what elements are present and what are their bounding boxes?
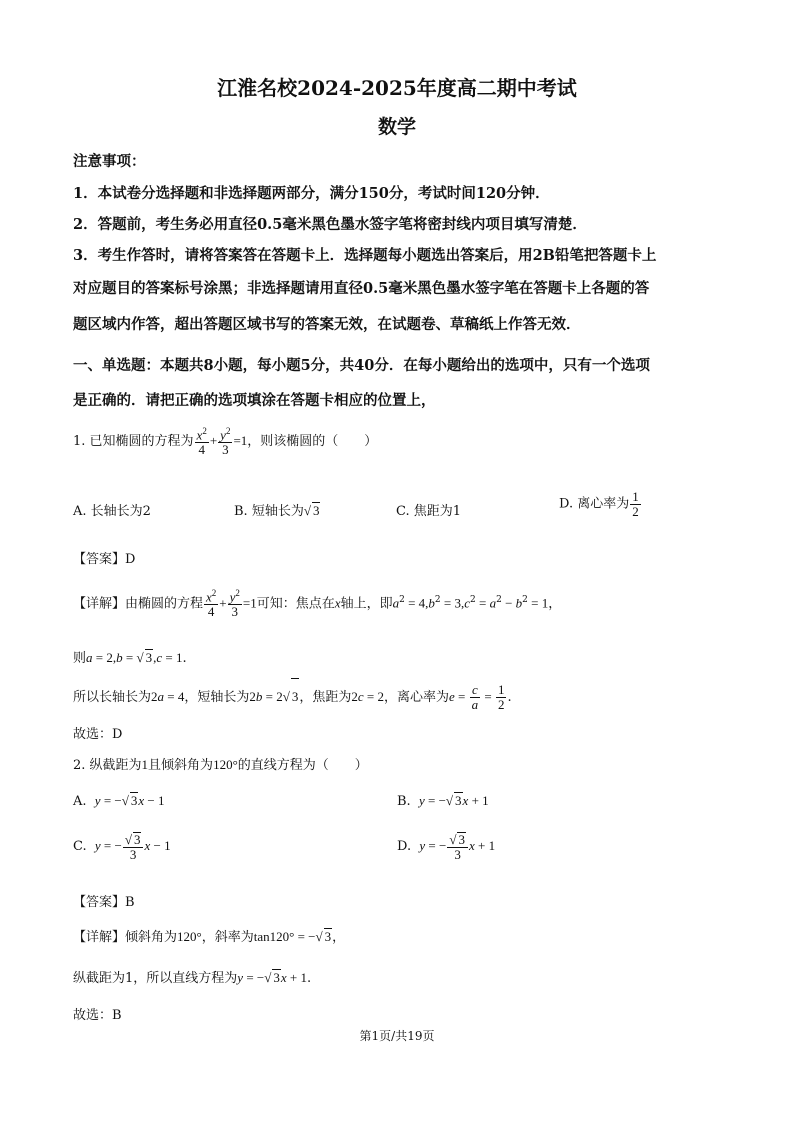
- q2-exp-lead: 【详解】倾斜角为: [73, 930, 178, 945]
- question-2-tail: 的直线方程为（ ）: [237, 758, 368, 773]
- question-2: 2. 纵截距为1且倾斜角为120°的直线方程为（ ）: [73, 757, 368, 773]
- q1-line3-c: ，离心率为: [383, 690, 449, 705]
- q2-option-d: D. y = − $\frac{√ 3}{3}$ x + 1: [397, 832, 496, 862]
- q1-exp-mid2: 轴上，即: [340, 596, 393, 612]
- q1-option-a: A. 长轴长为2: [73, 504, 151, 519]
- q2-option-a: A. y = −√ 3x − 1: [73, 793, 165, 809]
- q1-explanation-line2: 则a = 2,b = √ 3,c = 1.: [73, 650, 187, 666]
- q2-option-b: B. y = −√ 3x + 1: [397, 793, 489, 809]
- q2-exp-mid: ，斜率为: [201, 930, 254, 945]
- notes-item-2: 2．答题前，考生务必用直径0.5毫米黑色墨水签字笔将密封线内项目填写清楚．: [73, 216, 587, 233]
- notes-item-3-cont2: 题区域内作答，超出答题区域书写的答案无效，在试题卷、草稿纸上作答无效．: [73, 316, 581, 333]
- exam-title: 江淮名校2024-2025年度高二期中考试: [217, 76, 577, 100]
- page-footer: 第1页/共19页: [359, 1029, 435, 1043]
- q1-fraction-y: $\frac{y^2}{3}$: [220, 425, 231, 457]
- q2-line2-text: 纵截距为1，所以直线方程为: [73, 971, 238, 986]
- q1-line3-lead: 所以长轴长为: [73, 690, 152, 705]
- q1-fraction-x: $\frac{x^2}{4}$: [196, 425, 207, 457]
- q2-explanation-line2: 纵截距为1，所以直线方程为y = −√ 3x + 1.: [73, 970, 312, 986]
- notes-item-3-cont: 对应题目的答案标号涂黑；非选择题请用直径0.5毫米黑色墨水签字笔在答题卡上各题的答: [73, 280, 650, 297]
- question-2-mid: 且倾斜角为: [148, 758, 214, 773]
- q1-choice: 故选：D: [73, 727, 123, 742]
- section-header-line2: 是正确的．请把正确的选项填涂在答题卡相应的位置上，: [73, 392, 436, 409]
- question-1: 1. 已知椭圆的方程为 $\frac{x^2}{4}$ + $\frac{y^2}{3}$ =1，则该椭圆的（ ）: [73, 425, 378, 457]
- q1-answer: 【答案】D: [73, 552, 136, 567]
- q2-choice: 故选：B: [73, 1008, 122, 1023]
- q1-explanation-line3: 所以长轴长为2a = 4，短轴长为2b = 2√ 3，焦距为2c = 2，离心率为e = $\frac{c}{a}$ = $\frac{1}{2}$ .: [73, 678, 512, 716]
- q1-option-b: B. 短轴长为√ 3: [234, 503, 320, 519]
- q1-option-d: [559, 490, 642, 518]
- section-header-line1: 一、单选题：本题共8小题，每小题5分，共40分．在每小题给出的选项中，只有一个选项: [73, 357, 650, 374]
- question-1-tail: ，则该椭圆的（ ）: [247, 434, 378, 449]
- q2-answer: 【答案】B: [73, 895, 135, 910]
- notes-item-1: 1．本试卷分选择题和非选择题两部分，满分150分，考试时间120分钟．: [73, 185, 550, 202]
- q1-explanation-line1: 【详解】由椭圆的方程 $\frac{x^2}{4}$ + $\frac{y^2}{3}$ =1可知：焦点在x轴上，即$a^2 = 4,b^2 = 3,c^2 = a^2 - b^2 = 1$，: [73, 588, 562, 619]
- notes-heading: 注意事项：: [73, 153, 146, 170]
- q1-exp-mid: 可知：焦点在: [256, 596, 335, 612]
- q1-option-c: C. 焦距为1: [396, 504, 462, 519]
- q1-option-b-label: B. 短轴长为: [234, 504, 304, 519]
- exam-subject: 数学: [377, 116, 416, 138]
- q1-option-d-label: D. 离心率为: [559, 496, 630, 512]
- q2-option-c: C. y = − $\frac{√ 3}{3}$ x − 1: [73, 832, 171, 862]
- q1-exp-lead: 【详解】由椭圆的方程: [73, 596, 204, 612]
- notes-item-3: 3．考生作答时，请将答案答在答题卡上．选择题每小题选出答案后，用2B铅笔把答题卡上: [73, 247, 657, 264]
- question-1-lead: 1. 已知椭圆的方程为: [73, 434, 194, 449]
- q1-option-d-fraction: $\frac{1}{2}$: [632, 489, 639, 519]
- q1-line2-lead: 则: [73, 651, 87, 666]
- q1-line3-a: ，短轴长为: [184, 690, 250, 705]
- q1-line3-b: ，焦距为: [299, 690, 352, 705]
- q2-explanation-line1: 【详解】倾斜角为120°，斜率为tan120° = −√ 3，: [73, 929, 346, 945]
- question-2-lead: 2. 纵截距为: [73, 758, 142, 773]
